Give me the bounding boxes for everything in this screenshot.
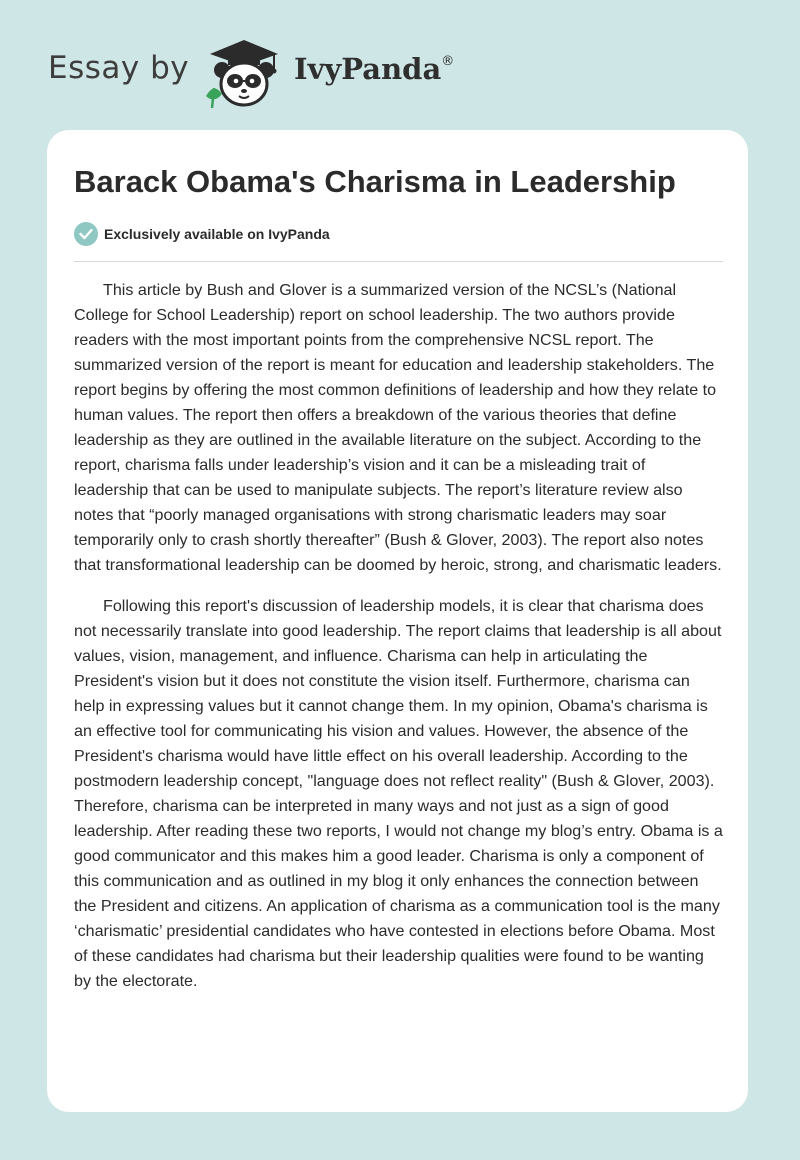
site-header — [48, 34, 468, 114]
page-title: Barack Obama's Charisma in Leadership — [74, 164, 676, 199]
exclusive-badge-row — [74, 222, 330, 246]
paragraph: Following this report's discussion of leadership models, it is clear that charisma does not necessarily translate into good leadership. The report claims that leadership is all about values, vision, management, and influence. Charisma can help in articulating the President's vision but it does not constitute the vision itself. Furthermore, charisma can help in expressing values but it cannot change them. In my opinion, Obama's charisma is an effective tool for communicating his vision and values. However, the absence of the President's charisma would have little effect on his overall leadership. According to the postmodern leadership concept, "language does not reflect reality" (Bush & Glover, 2003). Therefore, charisma can be interpreted in many ways and not just as a sign of good leadership. After reading these two reports, I would not change my blog’s entry. Obama is a good communicator and this makes him a good leader. Charisma is only a component of this communication and as outlined in my blog it only enhances the connection between the President and citizens. An application of charisma as a communication tool is the many ‘charismatic’ presidential candidates who have contested in elections before Obama. Most of these candidates had charisma but their leadership qualities were found to be wanting by the electorate. — [74, 597, 723, 990]
panda-logo-icon[interactable] — [200, 34, 288, 110]
brand-name[interactable] — [294, 52, 454, 86]
essay-by-label: Essay by — [48, 50, 190, 86]
paragraph: This article by Bush and Glover is a summarized version of the NCSL’s (National College for School Leadership) report on school leadership. The two authors provide readers with the most important points from the comprehensive NCSL report. The summarized version of the report is meant for education and leadership stakeholders. The report begins by offering the most common definitions of leadership and how they relate to human values. The report then offers a breakdown of the various theories that define leadership as they are outlined in the available literature on the subject. According to the report, charisma falls under leadership’s vision and it can be a misleading trait of leadership that can be used to manipulate subjects. The report’s literature review also notes that “poorly managed organisations with strong charismatic leaders may soar temporarily only to crash shortly thereafter” (Bush & Glover, 2003). The report also notes that transformational leadership can be doomed by heroic, strong, and charismatic leaders. — [74, 281, 722, 574]
exclusive-label: Exclusively available on IvyPanda — [104, 226, 330, 242]
check-circle-icon — [74, 222, 98, 246]
essay-card — [47, 130, 748, 1112]
divider — [74, 261, 723, 262]
registered-mark: ® — [441, 54, 455, 69]
brand-name-text: IvyPanda — [294, 52, 442, 86]
essay-body — [74, 278, 723, 1010]
